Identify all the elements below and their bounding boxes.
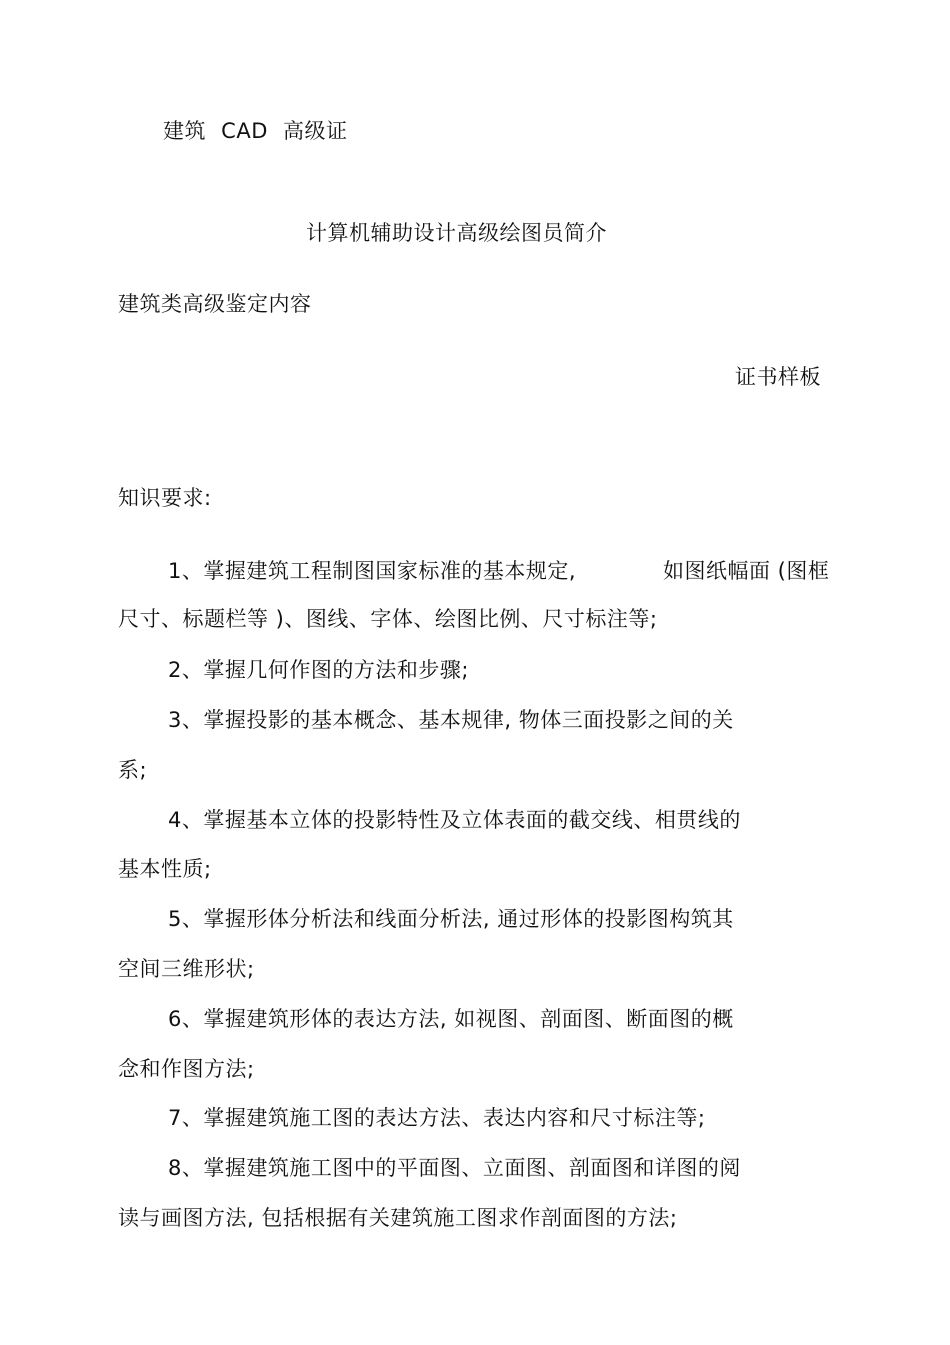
list-item-5-line-1: 5、掌握形体分析法和线面分析法, 通过形体的投影图构筑其: [168, 907, 734, 931]
section-heading: 建筑类高级鉴定内容: [118, 292, 312, 316]
knowledge-heading: 知识要求:: [118, 486, 212, 510]
doc-title: 建筑 CAD 高级证: [163, 119, 348, 143]
list-item-3-line-2: 系;: [118, 758, 148, 782]
list-item-6-line-1: 6、掌握建筑形体的表达方法, 如视图、剖面图、断面图的概: [168, 1007, 734, 1031]
list-item-2-line-1: 2、掌握几何作图的方法和步骤;: [168, 658, 469, 682]
list-item-1-line-1b: 如图纸幅面 (图框: [663, 559, 830, 583]
list-item-4-line-2: 基本性质;: [118, 857, 212, 881]
list-item-3-line-1: 3、掌握投影的基本概念、基本规律, 物体三面投影之间的关: [168, 708, 734, 732]
list-item-8-line-2: 读与画图方法, 包括根据有关建筑施工图求作剖面图的方法;: [118, 1206, 678, 1230]
certificate-sample-label: 证书样板: [735, 365, 821, 389]
list-item-1-line-2: 尺寸、标题栏等 )、图线、字体、绘图比例、尺寸标注等;: [118, 607, 658, 631]
list-item-1-line-1a: 1、掌握建筑工程制图国家标准的基本规定,: [168, 559, 577, 583]
list-item-8-line-1: 8、掌握建筑施工图中的平面图、立面图、剖面图和详图的阅: [168, 1156, 741, 1180]
list-item-5-line-2: 空间三维形状;: [118, 957, 255, 981]
list-item-6-line-2: 念和作图方法;: [118, 1057, 255, 1081]
list-item-7-line-1: 7、掌握建筑施工图的表达方法、表达内容和尺寸标注等;: [168, 1106, 706, 1130]
list-item-4-line-1: 4、掌握基本立体的投影特性及立体表面的截交线、相贯线的: [168, 808, 741, 832]
doc-subtitle: 计算机辅助设计高级绘图员简介: [306, 221, 607, 245]
